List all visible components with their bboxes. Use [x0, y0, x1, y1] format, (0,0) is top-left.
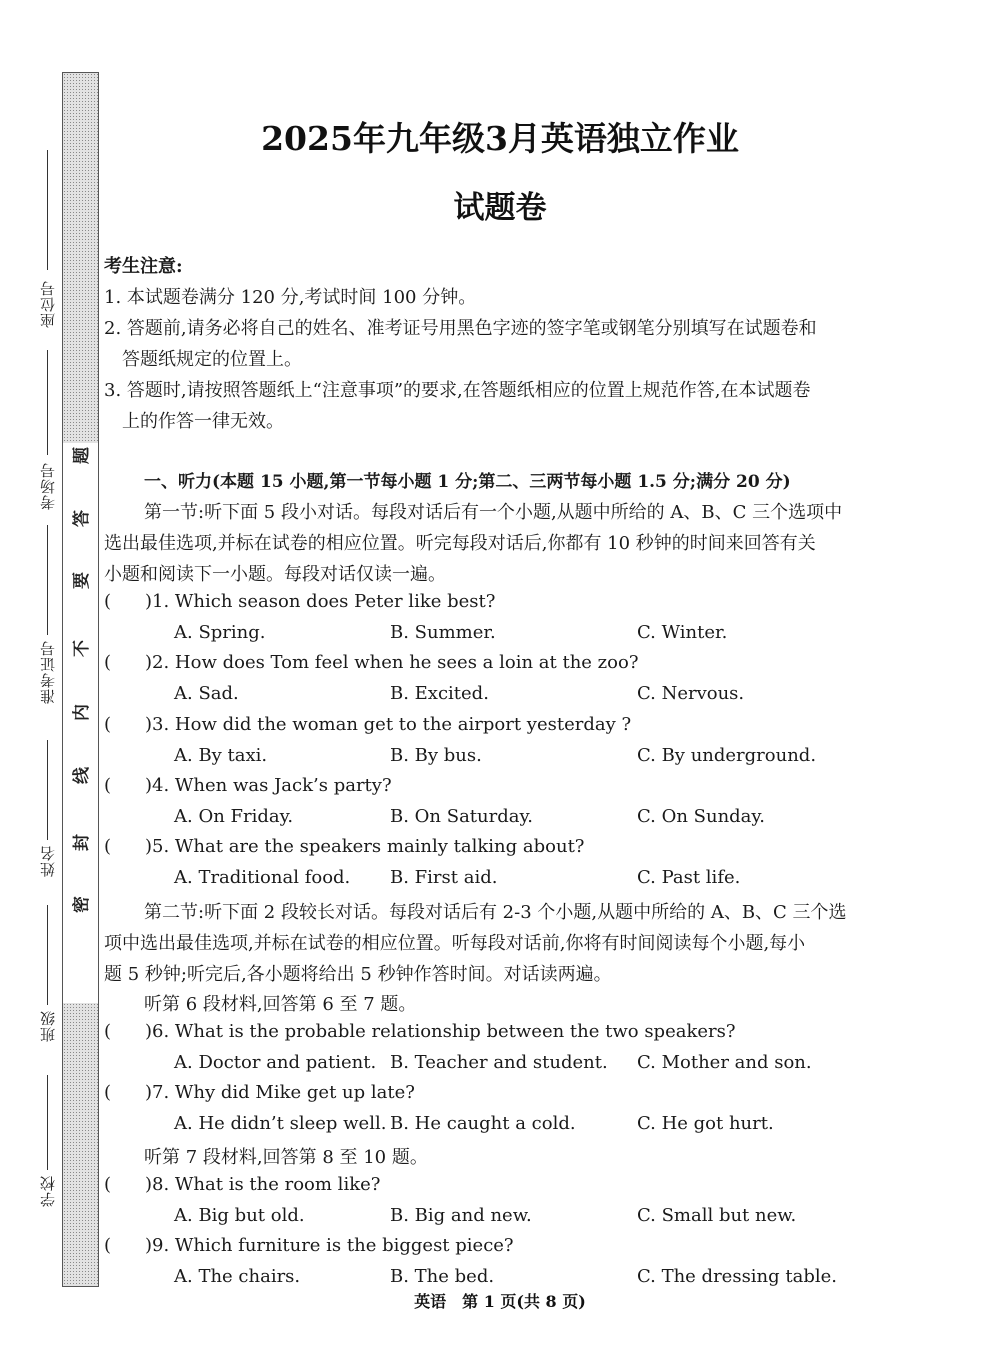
binding-strip — [62, 72, 99, 1287]
notice-line: 答题纸规定的位置上。 — [122, 349, 302, 370]
answer-paren[interactable]: ( — [104, 652, 112, 673]
option-c[interactable]: C. Past life. — [637, 867, 741, 888]
option-b[interactable]: B. Big and new. — [390, 1205, 532, 1226]
exam-room-label: 考场号 — [39, 462, 57, 510]
option-c[interactable]: C. On Sunday. — [637, 806, 765, 827]
option-a[interactable]: A. He didn’t sleep well. — [174, 1113, 387, 1134]
question-2: )2. How does Tom feel when he sees a loin at the zoo? — [145, 652, 639, 673]
seal-char-1: 题 — [72, 447, 92, 464]
seal-char-5: 内 — [72, 704, 92, 721]
option-b[interactable]: B. Teacher and student. — [390, 1052, 608, 1073]
section-heading: 一、听力(本题 15 小题,第一节每小题 1 分;第二、三两节每小题 1.5 分;满分 20 分) — [144, 472, 791, 492]
part1-instruction: 小题和阅读下一小题。每段对话仅读一遍。 — [104, 564, 446, 585]
part2-instruction: 题 5 秒钟;听完后,各小题将给出 5 秒钟作答时间。对话读两遍。 — [104, 964, 612, 985]
seal-char-2: 答 — [72, 510, 92, 527]
material-6-note: 听第 6 段材料,回答第 6 至 7 题。 — [144, 994, 417, 1015]
page-subtitle: 试题卷 — [453, 190, 547, 226]
material-7-note: 听第 7 段材料,回答第 8 至 10 题。 — [144, 1147, 428, 1168]
option-a[interactable]: A. Spring. — [174, 622, 266, 643]
option-a[interactable]: A. Traditional food. — [174, 867, 351, 888]
seal-char-8: 密 — [72, 896, 92, 913]
option-a[interactable]: A. The chairs. — [174, 1266, 301, 1287]
school-line[interactable] — [47, 1075, 48, 1170]
name-line[interactable] — [47, 740, 48, 840]
question-8: )8. What is the room like? — [145, 1174, 381, 1195]
seat-number-line[interactable] — [47, 150, 48, 270]
exam-room-line[interactable] — [47, 350, 48, 455]
question-5: )5. What are the speakers mainly talking about? — [145, 836, 585, 857]
option-b[interactable]: B. He caught a cold. — [390, 1113, 576, 1134]
option-a[interactable]: A. On Friday. — [174, 806, 294, 827]
part1-instruction: 第一节:听下面 5 段小对话。每段对话后有一个小题,从题中所给的 A、B、C 三个选项中 — [144, 502, 843, 523]
option-b[interactable]: B. First aid. — [390, 867, 498, 888]
name-label: 姓名 — [39, 845, 57, 877]
option-b[interactable]: B. On Saturday. — [390, 806, 533, 827]
question-6: )6. What is the probable relationship between the two speakers? — [145, 1021, 736, 1042]
notice-line: 2. 答题前,请务必将自己的姓名、准考证号用黑色字迹的签字笔或钢笔分别填写在试题卷和 — [104, 318, 817, 339]
class-label: 班级 — [39, 1010, 57, 1042]
notice-line: 1. 本试题卷满分 120 分,考试时间 100 分钟。 — [104, 287, 477, 308]
seal-char-4: 不 — [72, 640, 92, 657]
answer-paren[interactable]: ( — [104, 1174, 112, 1195]
notice-line: 上的作答一律无效。 — [122, 411, 284, 432]
answer-paren[interactable]: ( — [104, 836, 112, 857]
option-b[interactable]: B. By bus. — [390, 745, 482, 766]
option-b[interactable]: B. The bed. — [390, 1266, 495, 1287]
seal-char-7: 封 — [72, 834, 92, 851]
notice-line: 3. 答题时,请按照答题纸上“注意事项”的要求,在答题纸相应的位置上规范作答,在本试题卷 — [104, 380, 811, 401]
part2-instruction: 第二节:听下面 2 段较长对话。每段对话后有 2-3 个小题,从题中所给的 A、B、C 三个选 — [144, 902, 847, 923]
page-title: 2025年九年级3月英语独立作业 — [261, 119, 739, 158]
question-9: )9. Which furniture is the biggest piece? — [145, 1235, 514, 1256]
notice-heading: 考生注意: — [104, 256, 183, 277]
answer-paren[interactable]: ( — [104, 1235, 112, 1256]
option-c[interactable]: C. The dressing table. — [637, 1266, 838, 1287]
option-b[interactable]: B. Summer. — [390, 622, 496, 643]
option-c[interactable]: C. He got hurt. — [637, 1113, 774, 1134]
answer-paren[interactable]: ( — [104, 1021, 112, 1042]
question-3: )3. How did the woman get to the airport yesterday ? — [145, 714, 632, 735]
option-a[interactable]: A. Sad. — [174, 683, 239, 704]
option-a[interactable]: A. Big but old. — [174, 1205, 305, 1226]
question-7: )7. Why did Mike get up late? — [145, 1082, 415, 1103]
answer-paren[interactable]: ( — [104, 591, 112, 612]
answer-paren[interactable]: ( — [104, 714, 112, 735]
option-c[interactable]: C. Mother and son. — [637, 1052, 812, 1073]
seal-char-3: 要 — [72, 572, 92, 589]
option-c[interactable]: C. Winter. — [637, 622, 728, 643]
answer-paren[interactable]: ( — [104, 775, 112, 796]
ticket-number-label: 准考证号 — [39, 640, 57, 704]
seal-char-6: 线 — [72, 767, 92, 784]
option-b[interactable]: B. Excited. — [390, 683, 489, 704]
option-a[interactable]: A. Doctor and patient. — [174, 1052, 377, 1073]
class-line[interactable] — [47, 905, 48, 1005]
ticket-number-line[interactable] — [47, 525, 48, 635]
page-footer: 英语 第 1 页(共 8 页) — [414, 1292, 586, 1311]
question-1: )1. Which season does Peter like best? — [145, 591, 496, 612]
school-label: 学校 — [39, 1175, 57, 1207]
option-c[interactable]: C. Nervous. — [637, 683, 745, 704]
option-c[interactable]: C. By underground. — [637, 745, 817, 766]
question-4: )4. When was Jack’s party? — [145, 775, 392, 796]
answer-paren[interactable]: ( — [104, 1082, 112, 1103]
seat-number-label: 座位号 — [39, 280, 57, 328]
part2-instruction: 项中选出最佳选项,并标在试卷的相应位置。听每段对话前,你将有时间阅读每个小题,每小 — [104, 933, 806, 954]
option-c[interactable]: C. Small but new. — [637, 1205, 797, 1226]
option-a[interactable]: A. By taxi. — [174, 745, 268, 766]
part1-instruction: 选出最佳选项,并标在试卷的相应位置。听完每段对话后,你都有 10 秒钟的时间来回答有关 — [104, 533, 816, 554]
